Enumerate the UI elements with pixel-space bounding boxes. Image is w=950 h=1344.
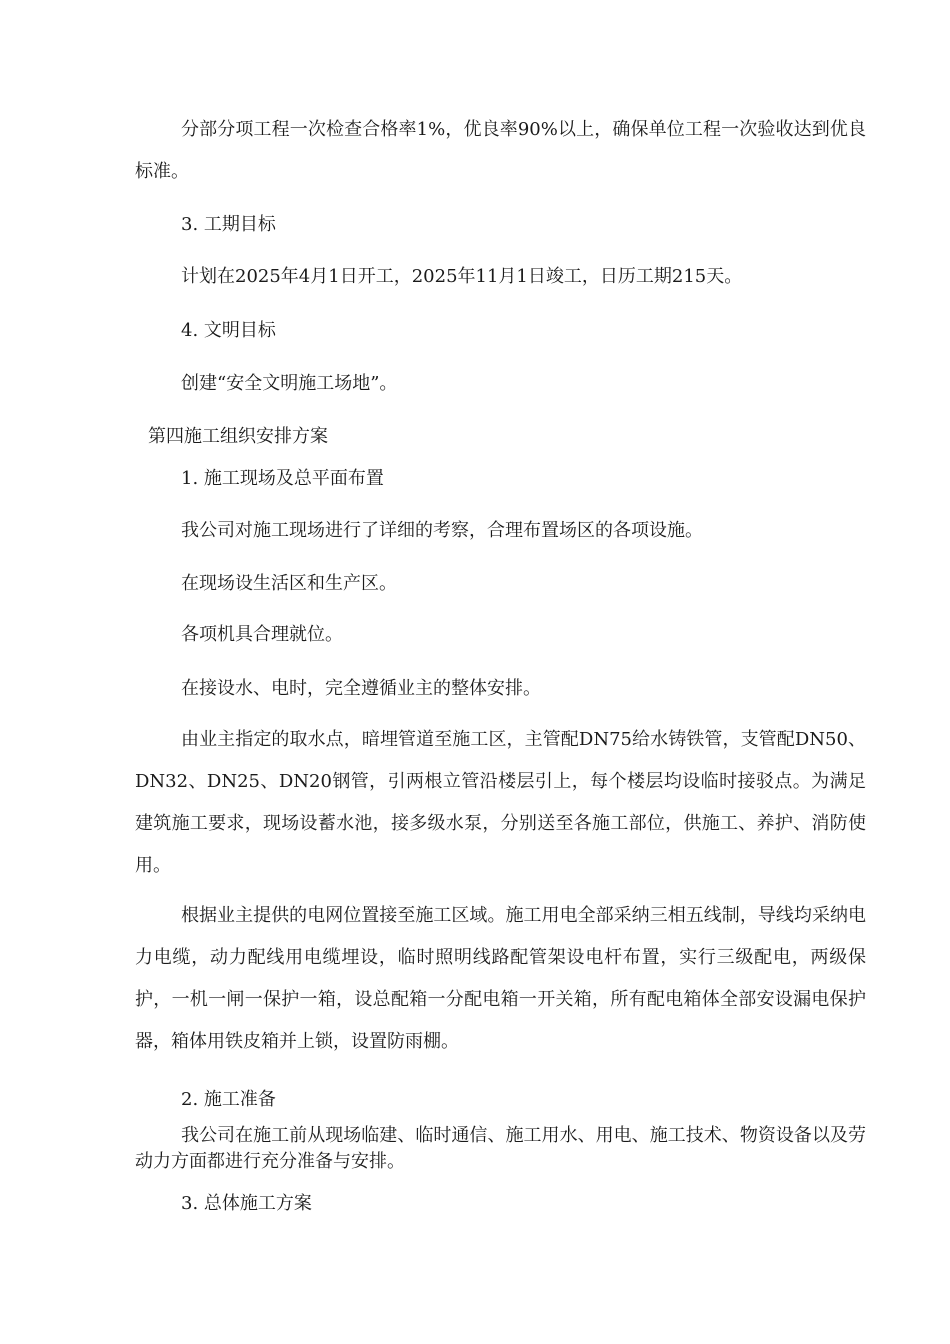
- preparation-heading: 2. 施工准备: [181, 1089, 276, 1110]
- schedule-paragraph: 计划在2025年4月1日开工，2025年11月1日竣工，日历工期215天。: [181, 266, 743, 287]
- power-supply-paragraph: 根据业主提供的电网位置接至施工区域。施工用电全部采纳三相五线制，导线均采纳电力电缆，动力配线用电缆埋设，临时照明线路配管架设电杆布置，实行三级配电，两级保护，一机一闸一保护一箱，设总配箱一分配电箱一开关箱，所有配电箱体全部安设漏电保护器，箱体用铁皮箱并上锁，设置防雨棚。: [135, 905, 866, 1052]
- water-supply-paragraph: 由业主指定的取水点，暗埋管道至施工区，主管配DN75给水铸铁管，支管配DN50、DN32、DN25、DN20钢管，引两根立管沿楼层引上，每个楼层均设临时接驳点。为满足建筑施工要求，现场设蓄水池，接多级水泵，分别送至各施工部位，供施工、养护、消防使用。: [135, 729, 866, 876]
- utilities-paragraph: 在接设水、电时，完全遵循业主的整体安排。: [181, 678, 541, 699]
- zones-paragraph: 在现场设生活区和生产区。: [181, 573, 397, 594]
- overall-plan-heading: 3. 总体施工方案: [181, 1193, 312, 1214]
- site-layout-heading: 1. 施工现场及总平面布置: [181, 468, 384, 489]
- civil-paragraph: 创建“安全文明施工场地”。: [181, 373, 398, 394]
- quality-rate-paragraph: 分部分项工程一次检查合格率1%，优良率90%以上，确保单位工程一次验收达到优良标准。: [135, 119, 866, 182]
- machinery-paragraph: 各项机具合理就位。: [181, 624, 343, 645]
- site-survey-paragraph: 我公司对施工现场进行了详细的考察，合理布置场区的各项设施。: [181, 520, 703, 541]
- schedule-goal-heading: 3. 工期目标: [181, 214, 276, 235]
- civil-goal-heading: 4. 文明目标: [181, 320, 276, 341]
- section-four-heading: 第四施工组织安排方案: [148, 426, 328, 447]
- preparation-paragraph: 我公司在施工前从现场临建、临时通信、施工用水、用电、施工技术、物资设备以及劳动力方面都进行充分准备与安排。: [135, 1125, 866, 1172]
